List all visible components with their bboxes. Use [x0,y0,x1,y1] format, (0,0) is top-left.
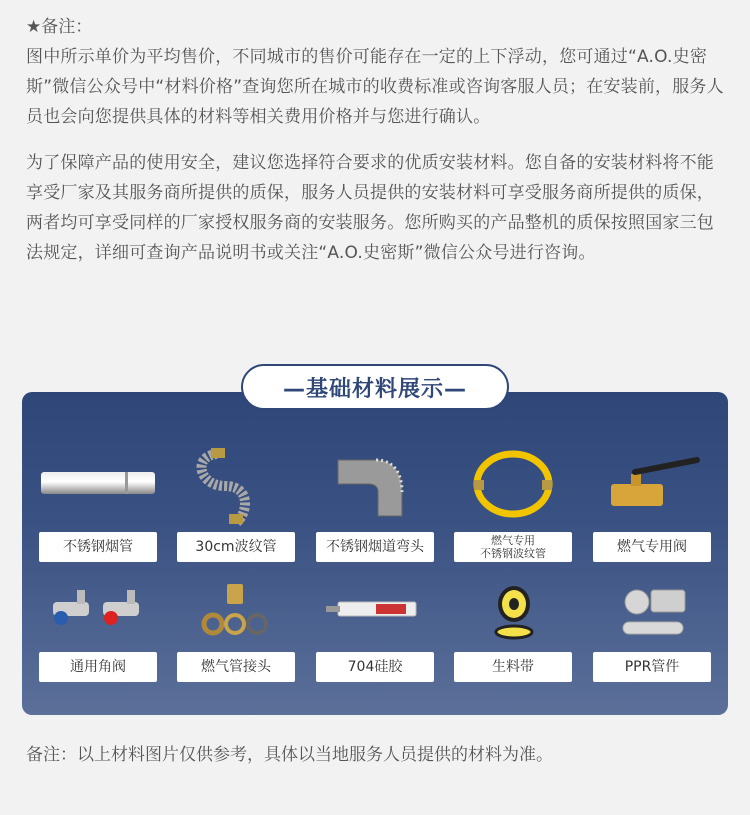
material-label: PPR管件 [593,652,711,682]
material-label: 30cm波纹管 [177,532,295,562]
pipe-fitting-icon [177,566,295,646]
material-label: 通用角阀 [39,652,157,682]
silicone-tube-icon [316,566,434,646]
material-item-ppr-fitting [593,566,711,675]
notes-paragraph-2: 为了保障产品的使用安全，建议您选择符合要求的优质安装材料。您自备的安装材料将不能享受厂家及其服务商所提供的质保，服务人员提供的安装材料可享受服务商所提供的质保，两者均可享受同样的厂家授权服务商的安装服务。您所购买的产品整机的质保按照国家三包法规定，详细可查询产品说明书或关注“A.O.史密斯”微信公众号进行咨询。 [26,153,714,263]
material-label [454,532,572,562]
notes-section [26,12,726,268]
material-item-flue-elbow [316,446,434,555]
material-label: 704硅胶 [316,652,434,682]
material-item-gas-hose [454,446,572,560]
materials-panel-title: —基础材料展示— [241,364,509,410]
material-item-gas-valve [593,446,711,555]
gas-valve-icon [593,446,711,526]
material-item-corrugated-hose [177,446,295,555]
material-label-line-1: 燃气专用 [491,534,535,547]
footer-note: 备注：以上材料图片仅供参考，具体以当地服务人员提供的材料为准。 [26,745,553,765]
material-item-angle-valve [39,566,157,675]
stainless-pipe-icon [39,446,157,526]
angle-valve-icon [39,566,157,646]
material-item-silicone-tube [316,566,434,675]
material-item-ptfe-tape [454,566,572,675]
material-label: 燃气管接头 [177,652,295,682]
notes-paragraph-1: 图中所示单价为平均售价，不同城市的售价可能存在一定的上下浮动，您可通过“A.O.史密斯”微信公众号中“材料价格”查询您所在城市的收费标准或咨询客服人员；在安装前，服务人员也会向您提供具体的材料等相关费用价格并与您进行确认。 [26,47,724,127]
material-item-stainless-pipe [39,446,157,555]
material-label: 燃气专用阀 [593,532,711,562]
gas-hose-icon [454,446,572,526]
ppr-fitting-icon [593,566,711,646]
material-label-line-2: 不锈钢波纹管 [480,547,546,560]
material-label: 生料带 [454,652,572,682]
notes-heading: ★备注： [26,17,93,37]
material-item-pipe-fitting [177,566,295,675]
material-label: 不锈钢烟道弯头 [316,532,434,562]
ptfe-tape-icon [454,566,572,646]
flue-elbow-icon [316,446,434,526]
corrugated-hose-icon [177,446,295,526]
material-label: 不锈钢烟管 [39,532,157,562]
